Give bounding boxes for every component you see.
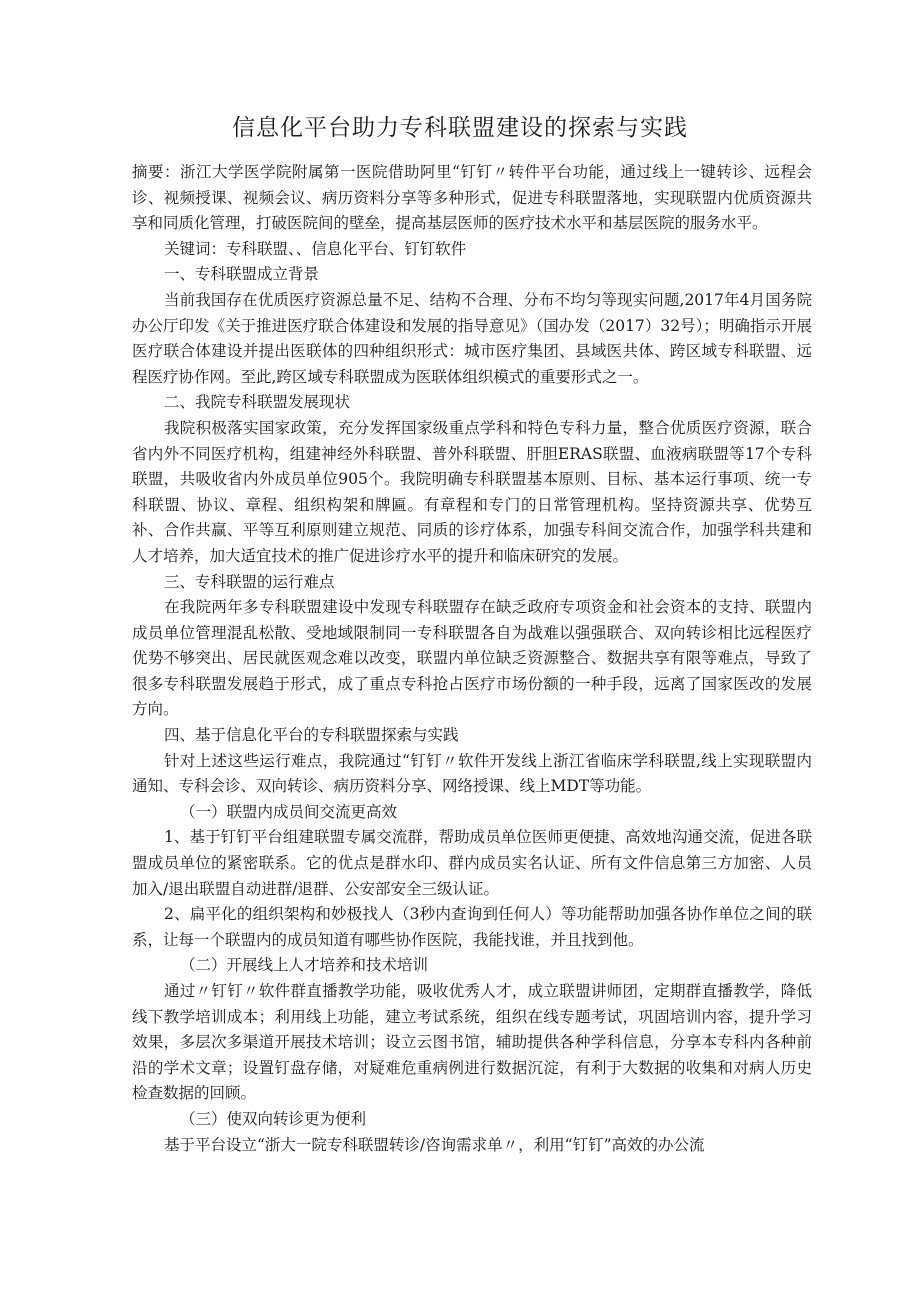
document-body: [132, 160, 812, 1158]
paragraph: 针对上述这些运行难点，我院通过“钉钉〃软件开发线上浙江省临床学科联盟,线上实现联盟内通知、专科会诊、双向转诊、病历资料分享、网络授课、线上MDT等功能。: [132, 751, 812, 796]
section-heading: 四、基于信息化平台的专科联盟探索与实践: [164, 726, 459, 745]
subsection-heading: （三）使双向转诊更为便利: [180, 1109, 367, 1128]
section-heading: 二、我院专科联盟发展现状: [164, 393, 351, 412]
section-heading: 一、专科联盟成立背景: [164, 265, 320, 284]
abstract-paragraph: 摘要：浙江大学医学院附属第一医院借助阿里“钉钉〃转件平台功能，通过线上一键转诊、远程会诊、视频授课、视频会议、病历资料分享等多种形式，促进专科联盟落地，实现联盟内优质资源共享和同质化管理，打破医院间的壁垒，提高基层医师的医疗技术水平和基层医院的服务水平。: [132, 163, 812, 233]
subsection-heading: （二）开展线上人才培养和技术培训: [180, 956, 429, 975]
keywords-line: 关键词：专科联盟、、信息化平台、钉钉软件: [164, 239, 467, 258]
paragraph: 在我院两年多专科联盟建设中发现专科联盟存在缺乏政府专项资金和社会资本的支持、联盟内成员单位管理混乱松散、受地域限制同一专科联盟各自为战难以强强联合、双向转诊相比远程医疗优势不够突出、居民就医观念难以改变，联盟内单位缺乏资源整合、数据共享有限等难点，导致了很多专科联盟发展趋于形式，成了重点专科抢占医疗市场份额的一种手段，远离了国家医改的发展方向。: [132, 598, 812, 719]
section-heading: 三、专科联盟的运行难点: [164, 572, 335, 591]
paragraph: 当前我国存在优质医疗资源总量不足、结构不合理、分布不均匀等现实问题,2017年4月国务院办公厅印发《关于推进医疗联合体建设和发展的指导意见》（国办发（2017）32号）；明确指示开展医疗联合体建设并提出医联体的四种组织形式：城市医疗集团、县域医共体、跨区域专科联盟、远程医疗协作网。至此,跨区域专科联盟成为医联体组织模式的重要形式之一。: [132, 290, 812, 386]
paragraph: 2、扁平化的组织架构和妙极找人（3秒内查询到任何人）等功能帮助加强各协作单位之间的联系，让每一个联盟内的成员知道有哪些协作医院，我能找谁，并且找到他。: [132, 905, 812, 949]
paragraph: 基于平台设立“浙大一院专科联盟转诊/咨询需求单〃，利用“钉钉”高效的办公流: [164, 1135, 705, 1154]
subsection-heading: （一）联盟内成员间交流更高效: [180, 802, 398, 821]
paragraph: 1、基于钉钉平台组建联盟专属交流群，帮助成员单位医师更便捷、高效地沟通交流，促进各联盟成员单位的紧密联系。它的优点是群水印、群内成员实名认证、所有文件信息第三方加密、人员加入/退出联盟自动进群/退群、公安部安全三级认证。: [132, 828, 812, 898]
document-title: 信息化平台助力专科联盟建设的探索与实践: [232, 115, 688, 141]
paragraph: 通过〃钉钉〃软件群直播教学功能，吸收优秀人才，成立联盟讲师团，定期群直播教学，降低线下教学培训成本；利用线上功能，建立考试系统，组织在线专题考试，巩固培训内容，提升学习效果，多层次多渠道开展技术培训；设立云图书馆，辅助提供各种学科信息，分享本专科内各种前沿的学术文章；设置钉盘存储，对疑难危重病例进行数据沉淀，有利于大数据的收集和对病人历史检查数据的回顾。: [132, 982, 812, 1103]
paragraph: 我院积极落实国家政策，充分发挥国家级重点学科和特色专科力量，整合优质医疗资源，联合省内外不同医疗机构，组建神经外科联盟、普外科联盟、肝胆ERAS联盟、血液病联盟等17个专科联盟，共吸收省内外成员单位905个。我院明确专科联盟基本原则、目标、基本运行事项、统一专科联盟、协议、章程、组织构架和牌匾。有章程和专门的日常管理机构。坚持资源共享、优势互补、合作共赢、平等互利原则建立规范、同质的诊疗体系，加强专科间交流合作，加强学科共建和人才培养，加大适宜技术的推广促进诊疗水平的提升和临床研究的发展。: [132, 418, 812, 565]
